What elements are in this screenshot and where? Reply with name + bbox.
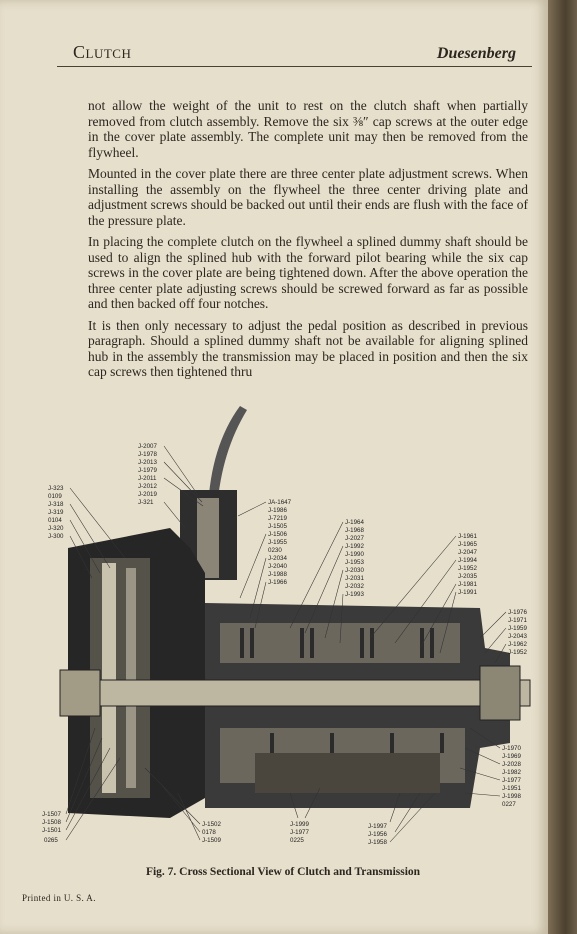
figure-caption: Fig. 7. Cross Sectional View of Clutch and Transmission xyxy=(145,866,421,878)
part-label: J-1966 xyxy=(268,579,287,586)
part-label: J-2027 xyxy=(345,535,364,542)
part-label: 0227 xyxy=(502,801,516,808)
part-label: J-7219 xyxy=(268,515,287,522)
part-label: J-1958 xyxy=(368,839,387,846)
part-label: JA-1647 xyxy=(268,499,292,506)
part-label: J-2019 xyxy=(138,491,157,498)
part-label: J-1508 xyxy=(42,819,61,826)
output-flange xyxy=(480,666,520,720)
part-label: 0104 xyxy=(48,517,62,524)
part-label: J-1978 xyxy=(138,451,157,458)
part-label: J-1952 xyxy=(508,649,527,656)
transmission-drawing xyxy=(40,398,540,858)
part-label: J-1988 xyxy=(268,571,287,578)
main-shaft xyxy=(60,680,530,706)
part-label: J-1956 xyxy=(368,831,387,838)
part-label: J-1959 xyxy=(508,625,527,632)
book-gutter xyxy=(548,0,577,934)
part-label: J-1986 xyxy=(268,507,287,514)
part-label: 0230 xyxy=(268,547,282,554)
part-label: J-2012 xyxy=(138,483,157,490)
part-label: J-1999 xyxy=(290,821,309,828)
paragraph: not allow the weight of the unit to rest on the clutch shaft when partially removed from clutch assembly. Remove the six ⅜″ cap screws at the outer edge in the cover plate assembly. The complete unit may then be removed from the flywheel. xyxy=(88,98,528,160)
part-label: J-1502 xyxy=(202,821,221,828)
part-label: J-1992 xyxy=(345,543,364,550)
part-label: J-320 xyxy=(48,525,64,532)
part-label: J-300 xyxy=(48,533,64,540)
part-label: J-1965 xyxy=(458,541,477,548)
part-label: J-2032 xyxy=(345,583,364,590)
part-label: J-1964 xyxy=(345,519,364,526)
part-label: J-1961 xyxy=(458,533,477,540)
part-label: J-1951 xyxy=(502,785,521,792)
part-label: J-1962 xyxy=(508,641,527,648)
driven-plate xyxy=(126,568,136,788)
part-label: 0265 xyxy=(44,837,58,844)
part-label: J-2011 xyxy=(138,475,157,482)
part-label: J-1981 xyxy=(458,581,477,588)
part-label: J-1991 xyxy=(458,589,477,596)
cross-section-figure xyxy=(40,398,540,858)
countershaft xyxy=(255,753,440,793)
section-title: Clutch xyxy=(73,42,132,62)
part-label: J-323 xyxy=(48,485,64,492)
part-label: J-2034 xyxy=(268,555,287,562)
part-label: J-1968 xyxy=(345,527,364,534)
part-label: J-1507 xyxy=(42,811,61,818)
part-label: J-2028 xyxy=(502,761,521,768)
part-label: J-1955 xyxy=(268,539,287,546)
part-label: J-1506 xyxy=(268,531,287,538)
body-text xyxy=(88,98,528,386)
part-label: J-2035 xyxy=(458,573,477,580)
part-label: J-1505 xyxy=(268,523,287,530)
part-label: J-319 xyxy=(48,509,64,516)
part-label: J-2013 xyxy=(138,459,157,466)
part-label: J-1977 xyxy=(502,777,521,784)
part-label: J-2047 xyxy=(458,549,477,556)
part-label: J-1993 xyxy=(345,591,364,598)
part-label: J-2043 xyxy=(508,633,527,640)
part-label: J-1952 xyxy=(458,565,477,572)
part-label: 0109 xyxy=(48,493,62,500)
part-label: J-2030 xyxy=(345,567,364,574)
paragraph: It is then only necessary to adjust the pedal position as described in previous paragraph. Should a splined dummy shaft not be available for aligning splined hub in the assembly the transmission may be placed in position and then the six cap screws then tightened thru xyxy=(88,317,528,379)
part-label: J-1970 xyxy=(502,745,521,752)
printed-note: Printed in U. S. A. xyxy=(22,893,96,903)
part-label: J-1997 xyxy=(368,823,387,830)
part-label: J-1509 xyxy=(202,837,221,844)
paragraph: Mounted in the cover plate there are three center plate adjustment screws. When installing the assembly on the flywheel the three center driving plate and adjustment screws should be backed out until their ends are flush with the face of the pressure plate. xyxy=(88,166,528,228)
part-label: J-2007 xyxy=(138,443,157,450)
part-label: J-1501 xyxy=(42,827,61,834)
part-label: J-318 xyxy=(48,501,64,508)
part-label: J-1990 xyxy=(345,551,364,558)
part-label: 0178 xyxy=(202,829,216,836)
part-label: J-1977 xyxy=(290,829,309,836)
part-label: J-1976 xyxy=(508,609,527,616)
make-title: Duesenberg xyxy=(436,45,516,62)
part-label: J-2031 xyxy=(345,575,364,582)
part-label: J-2040 xyxy=(268,563,287,570)
pilot-hub xyxy=(60,670,100,716)
part-label: 0225 xyxy=(290,837,304,844)
part-label: J-321 xyxy=(138,499,154,506)
part-label: J-1971 xyxy=(508,617,527,624)
part-label: J-1969 xyxy=(502,753,521,760)
page-header xyxy=(57,40,532,67)
part-label: J-1998 xyxy=(502,793,521,800)
part-label: J-1994 xyxy=(458,557,477,564)
part-label: J-1982 xyxy=(502,769,521,776)
part-label: J-1953 xyxy=(345,559,364,566)
part-label: J-1979 xyxy=(138,467,157,474)
paragraph: In placing the complete clutch on the flywheel a splined dummy shaft should be used to align the splined hub with the forward pilot bearing while the six cap screws in the cover plate are being tightened down. After the above operation the three center plate adjusting screws should be screwed forward as far as possible and then backed off four notches. xyxy=(88,234,528,311)
